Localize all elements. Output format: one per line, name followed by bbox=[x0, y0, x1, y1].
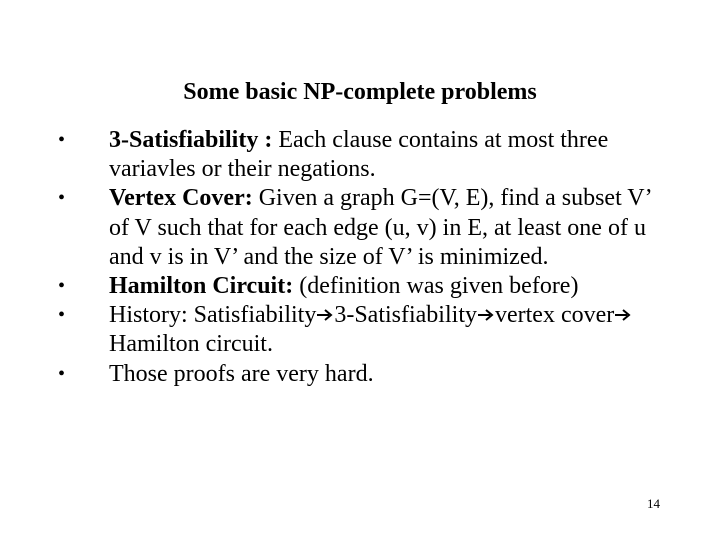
term-vertex-cover: Vertex Cover: bbox=[109, 185, 253, 212]
right-arrow-icon bbox=[317, 309, 333, 321]
bullet-icon: • bbox=[58, 129, 66, 151]
proofs-statement: Those proofs are very hard. bbox=[109, 360, 374, 387]
bullet-icon: • bbox=[58, 362, 66, 385]
history-3-satisfiability: 3-Satisfiability bbox=[334, 302, 477, 329]
slide-title: Some basic NP-complete problems bbox=[183, 79, 537, 105]
bullet-icon: • bbox=[58, 187, 66, 210]
right-arrow-icon bbox=[478, 309, 494, 321]
history-satisfiability: History: Satisfiability bbox=[109, 302, 317, 329]
bullet-item-vertex-cover bbox=[0, 184, 654, 272]
definition-3sat: Each clause contains at most three variavles or their negations. bbox=[109, 127, 609, 183]
bullet-icon: • bbox=[58, 275, 66, 298]
history-vertex-cover: vertex cover bbox=[494, 302, 615, 329]
bullet-icon: • bbox=[58, 304, 66, 327]
bullet-item-hamilton-circuit bbox=[0, 272, 654, 301]
bullet-item-history bbox=[0, 301, 654, 359]
definition-hamilton-circuit: (definition was given before) bbox=[293, 273, 579, 300]
page-number: 14 bbox=[647, 496, 660, 511]
right-arrow-icon bbox=[615, 309, 631, 321]
term-3sat: 3-Satisfiability : bbox=[109, 127, 273, 153]
definition-vertex-cover: Given a graph G=(V, E), find a subset V’ of V such that for each edge (u, v) in E, at least one of u and v is in V’ and the size of V’ is minimized. bbox=[109, 185, 651, 270]
history-hamilton-circuit: Hamilton circuit. bbox=[109, 331, 273, 358]
bullet-item-proofs bbox=[0, 360, 654, 389]
term-hamilton-circuit: Hamilton Circuit: bbox=[109, 273, 294, 300]
bullet-list bbox=[0, 126, 720, 389]
bullet-item-3sat bbox=[0, 126, 654, 184]
